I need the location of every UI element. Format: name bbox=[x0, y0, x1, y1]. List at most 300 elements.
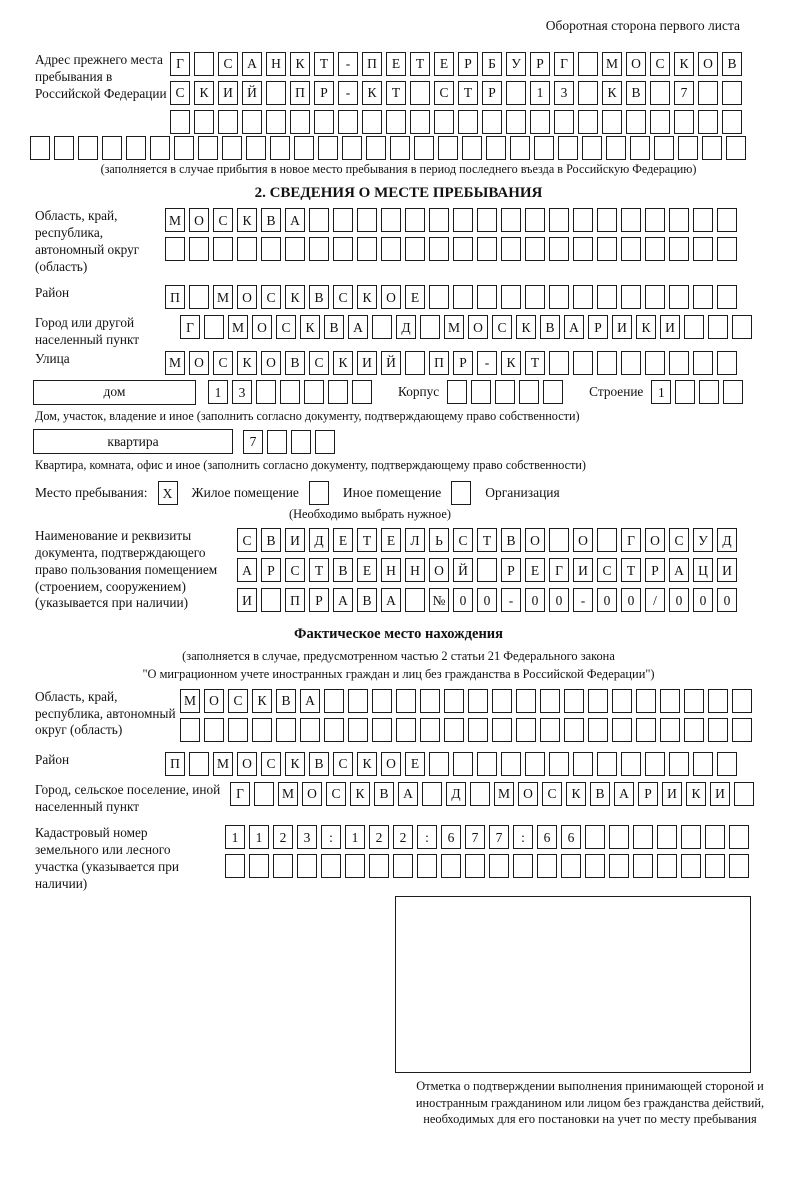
char-box[interactable] bbox=[422, 782, 442, 806]
char-box[interactable] bbox=[717, 208, 737, 232]
char-box[interactable] bbox=[405, 588, 425, 612]
char-box[interactable] bbox=[525, 208, 545, 232]
char-box[interactable]: В bbox=[276, 689, 296, 713]
char-box[interactable] bbox=[189, 237, 209, 261]
char-box[interactable]: С bbox=[213, 208, 233, 232]
char-box[interactable]: О bbox=[237, 285, 257, 309]
char-box[interactable] bbox=[348, 689, 368, 713]
char-box[interactable]: А bbox=[300, 689, 320, 713]
char-box[interactable]: 3 bbox=[232, 380, 252, 404]
char-box[interactable]: - bbox=[573, 588, 593, 612]
char-box[interactable] bbox=[645, 208, 665, 232]
char-box[interactable]: П bbox=[429, 351, 449, 375]
char-box[interactable]: В bbox=[309, 285, 329, 309]
char-box[interactable] bbox=[273, 854, 293, 878]
char-box[interactable]: Д bbox=[396, 315, 416, 339]
char-box[interactable] bbox=[434, 110, 454, 134]
char-box[interactable] bbox=[669, 208, 689, 232]
char-box[interactable]: Т bbox=[410, 52, 430, 76]
char-box[interactable]: 2 bbox=[369, 825, 389, 849]
char-box[interactable] bbox=[669, 237, 689, 261]
char-box[interactable] bbox=[495, 380, 515, 404]
char-box[interactable]: А bbox=[237, 558, 257, 582]
char-box[interactable]: В bbox=[722, 52, 742, 76]
char-box[interactable] bbox=[573, 285, 593, 309]
char-box[interactable] bbox=[266, 81, 286, 105]
char-box[interactable] bbox=[549, 351, 569, 375]
char-box[interactable] bbox=[510, 136, 530, 160]
char-box[interactable] bbox=[225, 854, 245, 878]
char-box[interactable]: С bbox=[218, 52, 238, 76]
char-box[interactable] bbox=[693, 351, 713, 375]
char-box[interactable]: В bbox=[501, 528, 521, 552]
char-box[interactable] bbox=[626, 110, 646, 134]
char-box[interactable]: С bbox=[333, 285, 353, 309]
char-box[interactable] bbox=[561, 854, 581, 878]
char-box[interactable] bbox=[372, 689, 392, 713]
dom-field-box[interactable]: дом bbox=[33, 380, 196, 405]
char-box[interactable] bbox=[564, 718, 584, 742]
char-box[interactable] bbox=[345, 854, 365, 878]
char-box[interactable]: Т bbox=[386, 81, 406, 105]
char-box[interactable] bbox=[126, 136, 146, 160]
char-box[interactable] bbox=[280, 380, 300, 404]
char-box[interactable] bbox=[549, 528, 569, 552]
char-box[interactable] bbox=[309, 237, 329, 261]
char-box[interactable] bbox=[300, 718, 320, 742]
char-box[interactable] bbox=[492, 689, 512, 713]
char-box[interactable]: И bbox=[662, 782, 682, 806]
char-box[interactable]: О bbox=[237, 752, 257, 776]
char-box[interactable]: Р bbox=[530, 52, 550, 76]
char-box[interactable] bbox=[636, 689, 656, 713]
char-box[interactable] bbox=[597, 208, 617, 232]
char-box[interactable] bbox=[304, 380, 324, 404]
char-box[interactable] bbox=[294, 136, 314, 160]
char-box[interactable]: Б bbox=[482, 52, 502, 76]
char-box[interactable]: И bbox=[285, 528, 305, 552]
char-box[interactable] bbox=[194, 52, 214, 76]
char-box[interactable]: А bbox=[333, 588, 353, 612]
char-box[interactable]: А bbox=[285, 208, 305, 232]
char-box[interactable]: С bbox=[453, 528, 473, 552]
char-box[interactable]: Л bbox=[405, 528, 425, 552]
char-box[interactable]: Р bbox=[501, 558, 521, 582]
char-box[interactable]: О bbox=[429, 558, 449, 582]
char-box[interactable] bbox=[540, 718, 560, 742]
char-box[interactable] bbox=[465, 854, 485, 878]
char-box[interactable]: К bbox=[501, 351, 521, 375]
char-box[interactable] bbox=[276, 718, 296, 742]
char-box[interactable] bbox=[609, 854, 629, 878]
char-box[interactable] bbox=[702, 136, 722, 160]
char-box[interactable] bbox=[621, 752, 641, 776]
char-box[interactable] bbox=[693, 208, 713, 232]
char-box[interactable]: У bbox=[506, 52, 526, 76]
char-box[interactable]: Р bbox=[314, 81, 334, 105]
char-box[interactable] bbox=[438, 136, 458, 160]
char-box[interactable]: О bbox=[189, 351, 209, 375]
char-box[interactable]: 0 bbox=[477, 588, 497, 612]
char-box[interactable]: С bbox=[213, 351, 233, 375]
char-box[interactable]: Е bbox=[381, 528, 401, 552]
char-box[interactable] bbox=[558, 136, 578, 160]
char-box[interactable] bbox=[693, 752, 713, 776]
char-box[interactable] bbox=[482, 110, 502, 134]
char-box[interactable]: X bbox=[158, 481, 178, 505]
char-box[interactable] bbox=[357, 208, 377, 232]
char-box[interactable]: М bbox=[228, 315, 248, 339]
char-box[interactable] bbox=[447, 380, 467, 404]
char-box[interactable]: С bbox=[326, 782, 346, 806]
char-box[interactable] bbox=[678, 136, 698, 160]
char-box[interactable]: Й bbox=[242, 81, 262, 105]
char-box[interactable]: 0 bbox=[597, 588, 617, 612]
char-box[interactable] bbox=[444, 689, 464, 713]
char-box[interactable] bbox=[650, 81, 670, 105]
char-box[interactable] bbox=[477, 237, 497, 261]
char-box[interactable] bbox=[362, 110, 382, 134]
char-box[interactable]: К bbox=[300, 315, 320, 339]
char-box[interactable] bbox=[54, 136, 74, 160]
char-box[interactable] bbox=[705, 854, 725, 878]
char-box[interactable] bbox=[573, 208, 593, 232]
char-box[interactable]: Т bbox=[309, 558, 329, 582]
char-box[interactable] bbox=[30, 136, 50, 160]
char-box[interactable] bbox=[525, 752, 545, 776]
char-box[interactable] bbox=[318, 136, 338, 160]
char-box[interactable]: С bbox=[261, 285, 281, 309]
char-box[interactable]: П bbox=[165, 752, 185, 776]
char-box[interactable] bbox=[732, 718, 752, 742]
char-box[interactable] bbox=[396, 689, 416, 713]
char-box[interactable]: К bbox=[362, 81, 382, 105]
char-box[interactable] bbox=[698, 110, 718, 134]
char-box[interactable] bbox=[578, 110, 598, 134]
char-box[interactable]: Р bbox=[482, 81, 502, 105]
char-box[interactable] bbox=[729, 854, 749, 878]
char-box[interactable] bbox=[180, 718, 200, 742]
char-box[interactable]: В bbox=[285, 351, 305, 375]
char-box[interactable] bbox=[420, 689, 440, 713]
char-box[interactable]: : bbox=[321, 825, 341, 849]
char-box[interactable] bbox=[660, 718, 680, 742]
char-box[interactable]: И bbox=[612, 315, 632, 339]
char-box[interactable]: И bbox=[357, 351, 377, 375]
char-box[interactable] bbox=[675, 380, 695, 404]
char-box[interactable] bbox=[405, 237, 425, 261]
char-box[interactable]: А bbox=[564, 315, 584, 339]
char-box[interactable]: 0 bbox=[669, 588, 689, 612]
char-box[interactable] bbox=[342, 136, 362, 160]
char-box[interactable]: Т bbox=[357, 528, 377, 552]
char-box[interactable] bbox=[468, 718, 488, 742]
char-box[interactable]: П bbox=[362, 52, 382, 76]
char-box[interactable] bbox=[519, 380, 539, 404]
char-box[interactable]: Т bbox=[525, 351, 545, 375]
char-box[interactable]: Т bbox=[458, 81, 478, 105]
char-box[interactable]: : bbox=[513, 825, 533, 849]
char-box[interactable] bbox=[453, 285, 473, 309]
char-box[interactable] bbox=[333, 208, 353, 232]
char-box[interactable]: В bbox=[374, 782, 394, 806]
char-box[interactable]: - bbox=[477, 351, 497, 375]
char-box[interactable]: В bbox=[540, 315, 560, 339]
char-box[interactable] bbox=[684, 718, 704, 742]
char-box[interactable]: К bbox=[285, 752, 305, 776]
char-box[interactable] bbox=[237, 237, 257, 261]
char-box[interactable] bbox=[554, 110, 574, 134]
char-box[interactable] bbox=[597, 752, 617, 776]
char-box[interactable] bbox=[708, 315, 728, 339]
char-box[interactable] bbox=[228, 718, 248, 742]
char-box[interactable] bbox=[543, 380, 563, 404]
char-box[interactable] bbox=[645, 237, 665, 261]
char-box[interactable]: К bbox=[350, 782, 370, 806]
char-box[interactable]: М bbox=[444, 315, 464, 339]
char-box[interactable] bbox=[405, 208, 425, 232]
char-box[interactable]: Н bbox=[266, 52, 286, 76]
char-box[interactable]: К bbox=[686, 782, 706, 806]
char-box[interactable] bbox=[254, 782, 274, 806]
char-box[interactable]: П bbox=[165, 285, 185, 309]
char-box[interactable] bbox=[486, 136, 506, 160]
char-box[interactable] bbox=[657, 825, 677, 849]
char-box[interactable]: М bbox=[494, 782, 514, 806]
char-box[interactable] bbox=[369, 854, 389, 878]
char-box[interactable] bbox=[681, 825, 701, 849]
char-box[interactable]: 1 bbox=[651, 380, 671, 404]
char-box[interactable]: Й bbox=[453, 558, 473, 582]
char-box[interactable] bbox=[256, 380, 276, 404]
char-box[interactable]: Е bbox=[434, 52, 454, 76]
char-box[interactable]: И bbox=[573, 558, 593, 582]
char-box[interactable] bbox=[444, 718, 464, 742]
char-box[interactable] bbox=[266, 110, 286, 134]
char-box[interactable]: К bbox=[237, 351, 257, 375]
char-box[interactable]: М bbox=[165, 208, 185, 232]
char-box[interactable]: В bbox=[261, 528, 281, 552]
char-box[interactable]: О bbox=[381, 285, 401, 309]
char-box[interactable] bbox=[249, 854, 269, 878]
char-box[interactable]: Е bbox=[386, 52, 406, 76]
char-box[interactable]: К bbox=[516, 315, 536, 339]
char-box[interactable] bbox=[189, 752, 209, 776]
char-box[interactable]: К bbox=[357, 285, 377, 309]
char-box[interactable] bbox=[242, 110, 262, 134]
char-box[interactable]: В bbox=[333, 558, 353, 582]
char-box[interactable]: 7 bbox=[674, 81, 694, 105]
char-box[interactable]: М bbox=[180, 689, 200, 713]
char-box[interactable] bbox=[549, 208, 569, 232]
char-box[interactable]: Г bbox=[621, 528, 641, 552]
char-box[interactable] bbox=[722, 110, 742, 134]
char-box[interactable]: П bbox=[285, 588, 305, 612]
char-box[interactable]: 1 bbox=[345, 825, 365, 849]
char-box[interactable] bbox=[602, 110, 622, 134]
char-box[interactable]: М bbox=[213, 285, 233, 309]
char-box[interactable] bbox=[338, 110, 358, 134]
char-box[interactable]: Г bbox=[554, 52, 574, 76]
char-box[interactable]: Д bbox=[446, 782, 466, 806]
char-box[interactable]: 1 bbox=[530, 81, 550, 105]
char-box[interactable]: 1 bbox=[249, 825, 269, 849]
char-box[interactable] bbox=[734, 782, 754, 806]
char-box[interactable] bbox=[410, 110, 430, 134]
char-box[interactable] bbox=[621, 237, 641, 261]
char-box[interactable] bbox=[669, 752, 689, 776]
char-box[interactable] bbox=[621, 285, 641, 309]
char-box[interactable]: В bbox=[324, 315, 344, 339]
char-box[interactable] bbox=[429, 208, 449, 232]
char-box[interactable] bbox=[588, 689, 608, 713]
char-box[interactable] bbox=[501, 752, 521, 776]
char-box[interactable]: Т bbox=[314, 52, 334, 76]
char-box[interactable] bbox=[564, 689, 584, 713]
char-box[interactable] bbox=[726, 136, 746, 160]
char-box[interactable]: С bbox=[276, 315, 296, 339]
char-box[interactable] bbox=[396, 718, 416, 742]
char-box[interactable]: Р bbox=[453, 351, 473, 375]
char-box[interactable]: К bbox=[194, 81, 214, 105]
char-box[interactable]: К bbox=[285, 285, 305, 309]
kvartira-field-box[interactable]: квартира bbox=[33, 429, 233, 454]
char-box[interactable] bbox=[102, 136, 122, 160]
char-box[interactable]: 1 bbox=[225, 825, 245, 849]
char-box[interactable] bbox=[477, 752, 497, 776]
char-box[interactable] bbox=[549, 237, 569, 261]
char-box[interactable] bbox=[189, 285, 209, 309]
char-box[interactable] bbox=[722, 81, 742, 105]
char-box[interactable] bbox=[674, 110, 694, 134]
char-box[interactable]: А bbox=[614, 782, 634, 806]
char-box[interactable] bbox=[708, 718, 728, 742]
char-box[interactable] bbox=[429, 237, 449, 261]
char-box[interactable]: Т bbox=[621, 558, 641, 582]
char-box[interactable] bbox=[309, 208, 329, 232]
char-box[interactable] bbox=[723, 380, 743, 404]
char-box[interactable]: К bbox=[252, 689, 272, 713]
char-box[interactable] bbox=[420, 718, 440, 742]
char-box[interactable] bbox=[468, 689, 488, 713]
char-box[interactable] bbox=[645, 752, 665, 776]
char-box[interactable] bbox=[429, 752, 449, 776]
char-box[interactable] bbox=[489, 854, 509, 878]
char-box[interactable] bbox=[198, 136, 218, 160]
char-box[interactable] bbox=[612, 718, 632, 742]
char-box[interactable] bbox=[218, 110, 238, 134]
char-box[interactable]: С bbox=[492, 315, 512, 339]
char-box[interactable] bbox=[549, 285, 569, 309]
char-box[interactable] bbox=[321, 854, 341, 878]
char-box[interactable] bbox=[462, 136, 482, 160]
char-box[interactable] bbox=[324, 689, 344, 713]
char-box[interactable] bbox=[732, 689, 752, 713]
char-box[interactable] bbox=[681, 854, 701, 878]
char-box[interactable]: К bbox=[357, 752, 377, 776]
char-box[interactable] bbox=[348, 718, 368, 742]
char-box[interactable] bbox=[612, 689, 632, 713]
char-box[interactable] bbox=[597, 237, 617, 261]
char-box[interactable]: В bbox=[261, 208, 281, 232]
char-box[interactable]: О bbox=[573, 528, 593, 552]
char-box[interactable]: С bbox=[309, 351, 329, 375]
char-box[interactable]: К bbox=[566, 782, 586, 806]
char-box[interactable] bbox=[636, 718, 656, 742]
char-box[interactable] bbox=[633, 854, 653, 878]
char-box[interactable]: А bbox=[348, 315, 368, 339]
char-box[interactable]: Р bbox=[638, 782, 658, 806]
char-box[interactable] bbox=[525, 285, 545, 309]
char-box[interactable]: Г bbox=[170, 52, 190, 76]
char-box[interactable]: 0 bbox=[621, 588, 641, 612]
char-box[interactable]: О bbox=[468, 315, 488, 339]
char-box[interactable] bbox=[633, 825, 653, 849]
char-box[interactable]: Е bbox=[525, 558, 545, 582]
char-box[interactable] bbox=[698, 81, 718, 105]
char-box[interactable]: Ь bbox=[429, 528, 449, 552]
char-box[interactable] bbox=[705, 825, 725, 849]
char-box[interactable]: 6 bbox=[537, 825, 557, 849]
char-box[interactable]: С bbox=[170, 81, 190, 105]
char-box[interactable] bbox=[324, 718, 344, 742]
char-box[interactable] bbox=[477, 558, 497, 582]
char-box[interactable] bbox=[708, 689, 728, 713]
char-box[interactable] bbox=[222, 136, 242, 160]
char-box[interactable] bbox=[501, 285, 521, 309]
char-box[interactable] bbox=[477, 208, 497, 232]
char-box[interactable]: В bbox=[309, 752, 329, 776]
char-box[interactable]: Г bbox=[180, 315, 200, 339]
char-box[interactable]: С bbox=[434, 81, 454, 105]
char-box[interactable] bbox=[597, 528, 617, 552]
char-box[interactable]: Е bbox=[357, 558, 377, 582]
char-box[interactable]: Е bbox=[333, 528, 353, 552]
char-box[interactable]: С bbox=[228, 689, 248, 713]
char-box[interactable]: Р bbox=[588, 315, 608, 339]
char-box[interactable] bbox=[174, 136, 194, 160]
char-box[interactable] bbox=[453, 752, 473, 776]
char-box[interactable] bbox=[170, 110, 190, 134]
char-box[interactable] bbox=[717, 237, 737, 261]
char-box[interactable]: О bbox=[189, 208, 209, 232]
char-box[interactable] bbox=[381, 237, 401, 261]
char-box[interactable] bbox=[573, 351, 593, 375]
char-box[interactable] bbox=[309, 481, 329, 505]
char-box[interactable]: К bbox=[237, 208, 257, 232]
char-box[interactable]: С bbox=[542, 782, 562, 806]
char-box[interactable] bbox=[366, 136, 386, 160]
char-box[interactable]: - bbox=[501, 588, 521, 612]
char-box[interactable]: К bbox=[602, 81, 622, 105]
char-box[interactable] bbox=[573, 237, 593, 261]
char-box[interactable] bbox=[410, 81, 430, 105]
char-box[interactable] bbox=[606, 136, 626, 160]
char-box[interactable]: А bbox=[381, 588, 401, 612]
char-box[interactable]: М bbox=[602, 52, 622, 76]
char-box[interactable]: Р bbox=[645, 558, 665, 582]
char-box[interactable]: Ц bbox=[693, 558, 713, 582]
char-box[interactable]: / bbox=[645, 588, 665, 612]
char-box[interactable]: № bbox=[429, 588, 449, 612]
char-box[interactable]: 7 bbox=[465, 825, 485, 849]
char-box[interactable] bbox=[393, 854, 413, 878]
char-box[interactable] bbox=[246, 136, 266, 160]
char-box[interactable]: О bbox=[204, 689, 224, 713]
char-box[interactable]: Г bbox=[549, 558, 569, 582]
char-box[interactable]: О bbox=[698, 52, 718, 76]
char-box[interactable] bbox=[414, 136, 434, 160]
